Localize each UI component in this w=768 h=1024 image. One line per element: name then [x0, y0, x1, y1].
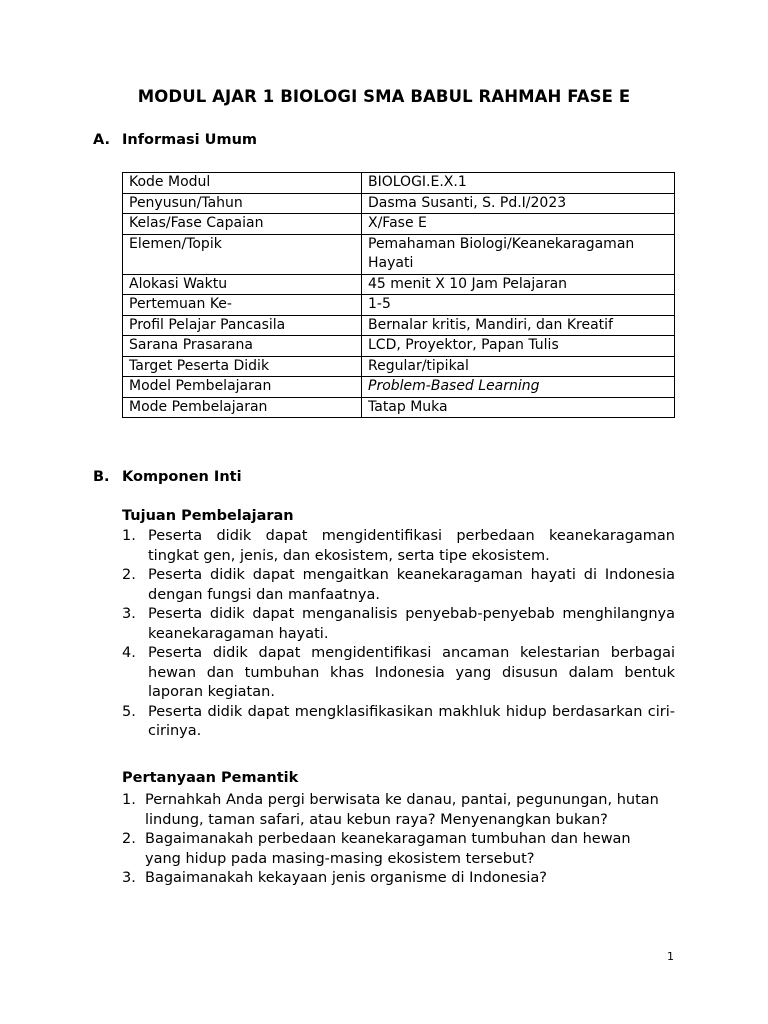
table-key-cell: Model Pembelajaran — [123, 377, 362, 398]
table-key-cell: Mode Pembelajaran — [123, 397, 362, 418]
table-key-cell: Alokasi Waktu — [123, 274, 362, 295]
table-key-cell: Pertemuan Ke- — [123, 295, 362, 316]
table-key-cell: Kelas/Fase Capaian — [123, 214, 362, 235]
table-key-cell: Penyusun/Tahun — [123, 193, 362, 214]
list-item-number: 3. — [122, 870, 136, 886]
list-item-text: Pernahkah Anda pergi berwisata ke danau, pantai, pegunungan, hutan lindung, taman safari, atau kebun raya? Menyenangkan bukan? — [145, 792, 659, 828]
info-table — [122, 172, 675, 418]
list-item-number: 5. — [122, 703, 136, 720]
pemantik-heading: Pertanyaan Pemantik — [122, 770, 299, 786]
list-item — [122, 703, 675, 742]
list-item-number: 3. — [122, 606, 136, 622]
table-value-cell: Problem-Based Learning — [362, 377, 675, 398]
table-row — [123, 193, 675, 214]
list-item-text: Bagaimanakah kekayaan jenis organisme di Indonesia? — [145, 870, 547, 886]
table-row — [123, 336, 675, 357]
table-value-cell: Dasma Susanti, S. Pd.I/2023 — [362, 193, 675, 214]
section-a-letter: A. — [93, 132, 110, 148]
list-item-number: 4. — [122, 645, 136, 661]
list-item-number: 2. — [122, 567, 136, 583]
table-key-cell: Sarana Prasarana — [123, 336, 362, 357]
table-row — [123, 356, 675, 377]
list-item — [122, 830, 662, 869]
table-row — [123, 315, 675, 336]
table-key-cell: Profil Pelajar Pancasila — [123, 315, 362, 336]
table-row — [123, 397, 675, 418]
table-row — [123, 214, 675, 235]
table-row — [123, 173, 675, 194]
table-key-cell: Target Peserta Didik — [123, 356, 362, 377]
list-item-number: 1. — [122, 528, 136, 544]
section-a-heading — [93, 132, 257, 148]
section-b-title: Komponen Inti — [122, 469, 242, 485]
list-item-number: 2. — [122, 831, 136, 847]
table-value-cell: LCD, Proyektor, Papan Tulis — [362, 336, 675, 357]
list-item — [122, 791, 662, 830]
document-title: MODUL AJAR 1 BIOLOGI SMA BABUL RAHMAH FASE E — [137, 87, 631, 106]
page-number: 1 — [667, 950, 674, 963]
table-value-cell: BIOLOGI.E.X.1 — [362, 173, 675, 194]
list-item-text: Peserta didik dapat mengidentifikasi perbedaan keanekaragaman tingkat gen, jenis, dan ekosistem, serta tipe ekosistem. — [148, 528, 675, 564]
table-row — [123, 377, 675, 398]
list-item-number: 1. — [122, 792, 136, 808]
tujuan-heading: Tujuan Pembelajaran — [122, 508, 294, 524]
table-value-cell: X/Fase E — [362, 214, 675, 235]
list-item-text: Peserta didik dapat menganalisis penyebab-penyebab menghilangnya keanekaragaman hayati. — [148, 606, 675, 642]
section-b-heading — [93, 469, 242, 485]
table-value-cell: Pemahaman Biologi/Keanekaragaman Hayati — [362, 234, 675, 274]
table-value-cell: Bernalar kritis, Mandiri, dan Kreatif — [362, 315, 675, 336]
list-item — [122, 566, 675, 605]
list-item — [122, 605, 675, 644]
table-row — [123, 274, 675, 295]
section-b-letter: B. — [93, 469, 110, 485]
section-a-title: Informasi Umum — [122, 132, 257, 148]
table-row — [123, 295, 675, 316]
table-key-cell: Kode Modul — [123, 173, 362, 194]
table-value-cell: Regular/tipikal — [362, 356, 675, 377]
list-item-text: Peserta didik dapat mengidentifikasi ancaman kelestarian berbagai hewan dan tumbuhan khas Indonesia yang disusun dalam bentuk laporan kegiatan. — [148, 645, 675, 700]
table-value-cell: 45 menit X 10 Jam Pelajaran — [362, 274, 675, 295]
table-value-cell: Tatap Muka — [362, 397, 675, 418]
list-item-text: Peserta didik dapat mengaitkan keanekaragaman hayati di Indonesia dengan fungsi dan manfaatnya. — [148, 567, 675, 603]
list-item-text: Peserta didik dapat mengklasifikasikan makhluk hidup berdasarkan ciri-cirinya. — [148, 703, 675, 739]
table-row — [123, 234, 675, 274]
table-key-cell: Elemen/Topik — [123, 234, 362, 274]
tujuan-list — [122, 527, 675, 742]
list-item — [122, 644, 675, 703]
table-value-cell: 1-5 — [362, 295, 675, 316]
pemantik-list — [122, 791, 662, 889]
list-item-text: Bagaimanakah perbedaan keanekaragaman tumbuhan dan hewan yang hidup pada masing-masing ekosistem tersebut? — [145, 831, 631, 867]
list-item — [122, 869, 662, 889]
list-item — [122, 527, 675, 566]
